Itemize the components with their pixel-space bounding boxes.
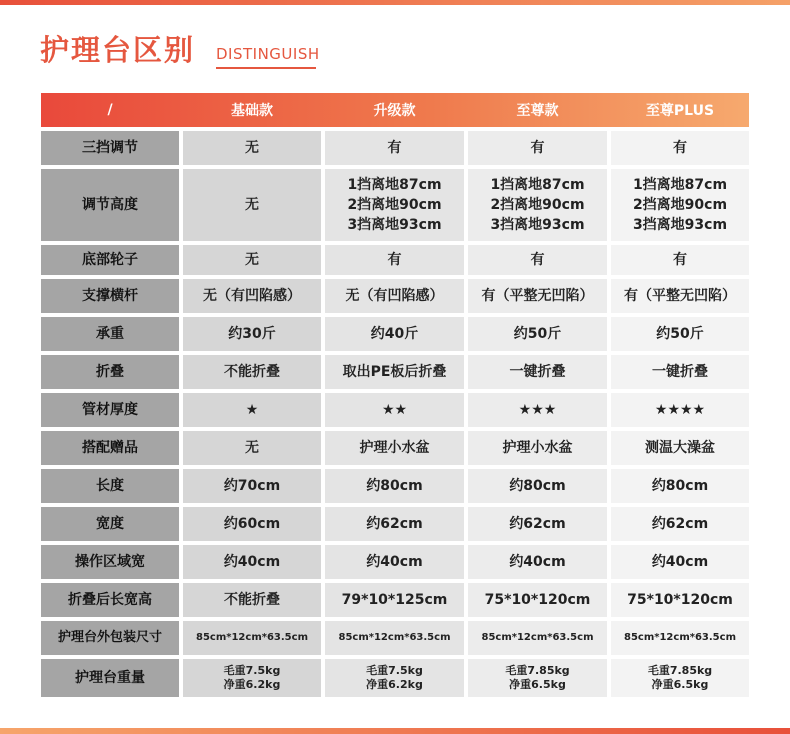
- table-cell: 有: [611, 245, 749, 275]
- page-subtitle: DISTINGUISH: [216, 45, 320, 63]
- table-cell: 85cm*12cm*63.5cm: [611, 621, 749, 655]
- cell-line: 1挡离地87cm: [347, 177, 442, 193]
- row-label: 长度: [41, 469, 179, 503]
- row-label: 管材厚度: [41, 393, 179, 427]
- row-label: 搭配赠品: [41, 431, 179, 465]
- cell-line: 净重6.5kg: [651, 678, 709, 691]
- table-cell: 约40cm: [468, 545, 607, 579]
- table-cell: 约50斤: [468, 317, 607, 351]
- table-cell: 约62cm: [325, 507, 464, 541]
- table-cell: 约62cm: [468, 507, 607, 541]
- table-cell: 约30斤: [183, 317, 321, 351]
- table-cell: 无（有凹陷感）: [183, 279, 321, 313]
- cell-line: 2挡离地90cm: [490, 197, 585, 213]
- table-cell: [325, 169, 464, 241]
- table-cell: 护理小水盆: [325, 431, 464, 465]
- table-cell: ★★★★: [611, 393, 749, 427]
- table-cell: 约62cm: [611, 507, 749, 541]
- row-label: 折叠后长宽高: [41, 583, 179, 617]
- table-cell: ★: [183, 393, 321, 427]
- table-cell: 不能折叠: [183, 583, 321, 617]
- row-label: 操作区域宽: [41, 545, 179, 579]
- table-cell: 测温大澡盆: [611, 431, 749, 465]
- table-cell: 约40cm: [183, 545, 321, 579]
- cell-line: 1挡离地87cm: [490, 177, 585, 193]
- table-cell: 无: [183, 245, 321, 275]
- table-cell: 约80cm: [611, 469, 749, 503]
- cell-line: 1挡离地87cm: [632, 177, 728, 193]
- table-cell: 有: [468, 245, 607, 275]
- header-cell-corner: /: [107, 102, 113, 118]
- table-cell: 无: [183, 431, 321, 465]
- cell-line: 净重6.2kg: [223, 678, 281, 691]
- table-header-row: [41, 93, 749, 127]
- subtitle-underline: [216, 67, 316, 69]
- table-cell: ★★: [325, 393, 464, 427]
- bottom-accent-bar: [0, 728, 790, 734]
- cell-line: 2挡离地90cm: [347, 197, 442, 213]
- table-cell: [611, 169, 749, 241]
- table-cell: 约60cm: [183, 507, 321, 541]
- table-cell: 约40斤: [325, 317, 464, 351]
- table-cell: ★★★: [468, 393, 607, 427]
- row-label: 护理台重量: [41, 659, 179, 697]
- cell-line: 净重6.2kg: [366, 678, 423, 691]
- table-cell: 有: [611, 131, 749, 165]
- header-cell-basic: 基础款: [231, 103, 273, 119]
- table-cell: 85cm*12cm*63.5cm: [183, 621, 321, 655]
- table-cell: 有（平整无凹陷）: [611, 279, 749, 313]
- page-header: [40, 30, 740, 70]
- cell-line: 无: [245, 197, 259, 213]
- table-cell: [183, 169, 321, 241]
- header-cell-upgrade: 升级款: [373, 103, 416, 119]
- table-cell: 85cm*12cm*63.5cm: [325, 621, 464, 655]
- table-cell: 约80cm: [325, 469, 464, 503]
- table-cell: 79*10*125cm: [325, 583, 464, 617]
- cell-line: 3挡离地93cm: [632, 217, 728, 233]
- table-cell: [468, 659, 607, 697]
- cell-line: 2挡离地90cm: [632, 197, 728, 213]
- row-label: 承重: [41, 317, 179, 351]
- row-label: 三挡调节: [41, 131, 179, 165]
- table-cell: 一键折叠: [468, 355, 607, 389]
- table-cell: [468, 169, 607, 241]
- table-cell: 护理小水盆: [468, 431, 607, 465]
- table-cell: 75*10*120cm: [468, 583, 607, 617]
- row-label: 支撑横杆: [41, 279, 179, 313]
- table-cell: 约80cm: [468, 469, 607, 503]
- comparison-table: [41, 93, 749, 697]
- header-cell-premium: 至尊款: [516, 103, 559, 119]
- table-cell: 无: [183, 131, 321, 165]
- row-label: 宽度: [41, 507, 179, 541]
- header-cell-premium-plus: 至尊PLUS: [645, 103, 715, 119]
- table-cell: 约40cm: [611, 545, 749, 579]
- table-cell: 无（有凹陷感）: [325, 279, 464, 313]
- row-label: 底部轮子: [41, 245, 179, 275]
- table-cell: 约50斤: [611, 317, 749, 351]
- row-label: 调节高度: [41, 169, 179, 241]
- row-label: 护理台外包装尺寸: [41, 621, 179, 655]
- table-cell: 有: [468, 131, 607, 165]
- table-cell: 有: [325, 245, 464, 275]
- table-cell: 约70cm: [183, 469, 321, 503]
- table-cell: 不能折叠: [183, 355, 321, 389]
- cell-line: 净重6.5kg: [509, 678, 566, 691]
- table-cell: 取出PE板后折叠: [325, 355, 464, 389]
- top-accent-bar: [0, 0, 790, 5]
- table-cell: 有: [325, 131, 464, 165]
- table-cell: [183, 659, 321, 697]
- table-cell: [325, 659, 464, 697]
- cell-line: 毛重7.85kg: [505, 664, 570, 677]
- table-cell: 一键折叠: [611, 355, 749, 389]
- cell-line: 毛重7.85kg: [647, 664, 713, 677]
- page-title: 护理台区别: [40, 33, 196, 67]
- table-cell: 85cm*12cm*63.5cm: [468, 621, 607, 655]
- table-cell: [611, 659, 749, 697]
- cell-line: 3挡离地93cm: [490, 217, 585, 233]
- table-cell: 75*10*120cm: [611, 583, 749, 617]
- cell-line: 毛重7.5kg: [223, 664, 281, 677]
- table-cell: 约40cm: [325, 545, 464, 579]
- row-label: 折叠: [41, 355, 179, 389]
- cell-line: 毛重7.5kg: [366, 664, 423, 677]
- table-cell: 有（平整无凹陷）: [468, 279, 607, 313]
- cell-line: 3挡离地93cm: [347, 217, 442, 233]
